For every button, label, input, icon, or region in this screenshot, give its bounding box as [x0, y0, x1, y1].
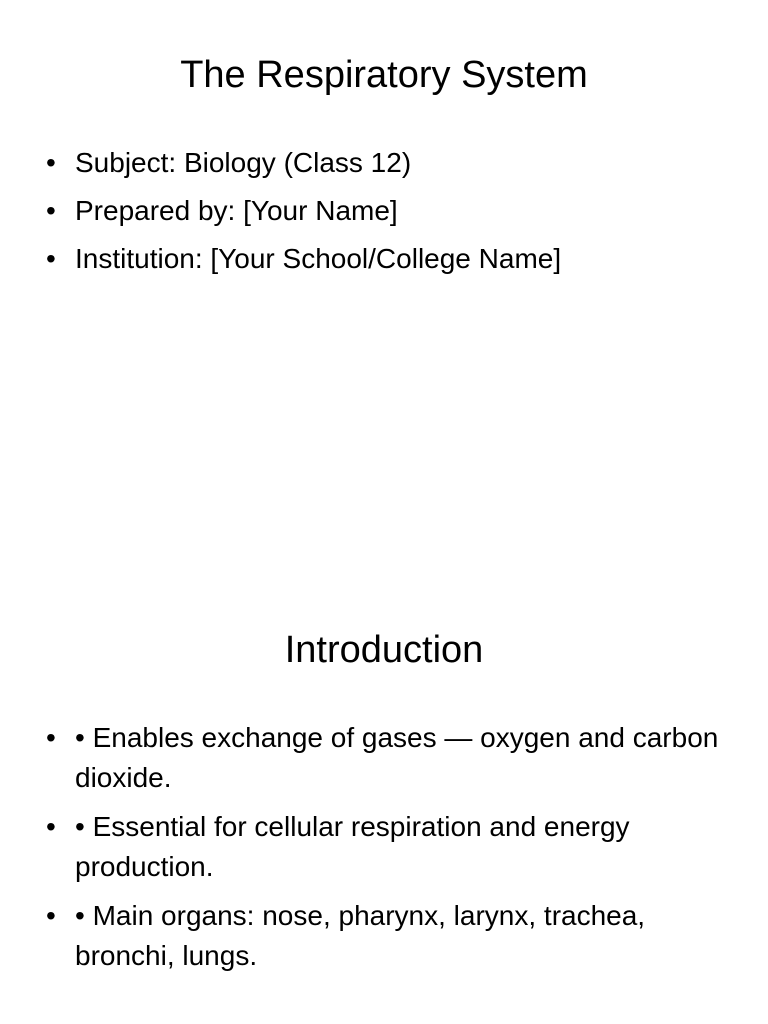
list-item-text: • Essential for cellular respiration and energy production. [75, 811, 630, 882]
list-item-text: Subject: Biology (Class 12) [75, 147, 412, 178]
list-item-text: Prepared by: [Your Name] [75, 195, 398, 226]
list-item [46, 143, 728, 183]
list-item-text: • Enables exchange of gases — oxygen and carbon dioxide. [75, 722, 719, 793]
slide-introduction-heading: Introduction [284, 629, 484, 671]
list-item [46, 807, 728, 887]
bullet-dot-icon: • [46, 243, 56, 274]
slide-introduction-bullet-list [46, 718, 728, 985]
list-item-text: • Main organs: nose, pharynx, larynx, trachea, bronchi, lungs. [75, 900, 646, 971]
slide-title-heading: The Respiratory System [180, 54, 588, 96]
list-item [46, 191, 728, 231]
bullet-dot-icon: • [46, 811, 56, 842]
bullet-dot-icon: • [46, 147, 56, 178]
slide-title-bullet-list [46, 143, 728, 287]
bullet-dot-icon: • [46, 900, 56, 931]
list-item-text: Institution: [Your School/College Name] [75, 243, 562, 274]
list-item [46, 896, 728, 976]
slide-introduction [0, 576, 768, 1024]
bullet-dot-icon: • [46, 195, 56, 226]
list-item [46, 239, 728, 279]
list-item [46, 718, 728, 798]
bullet-dot-icon: • [46, 722, 56, 753]
